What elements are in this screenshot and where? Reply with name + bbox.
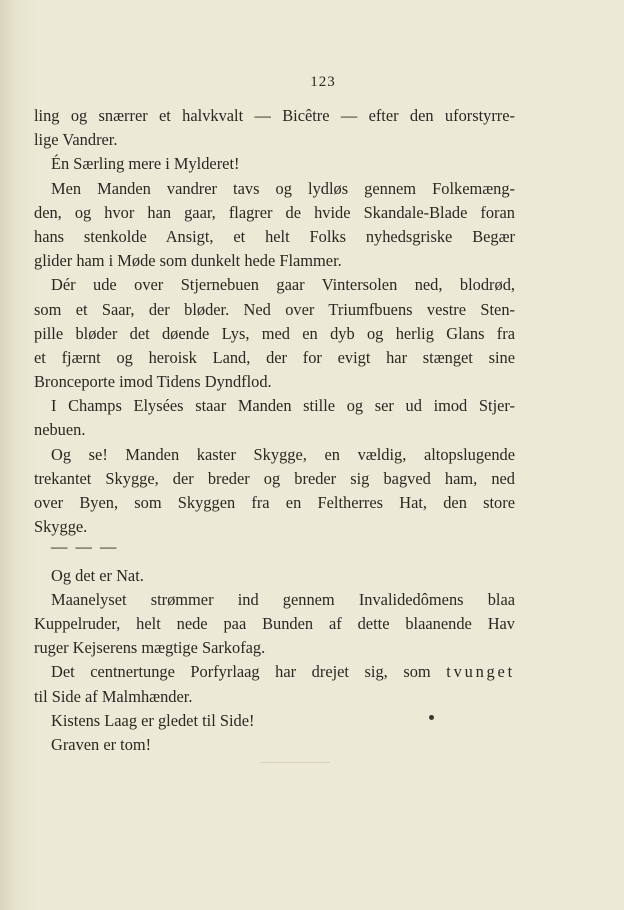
text-line: Men Manden vandrer tavs og lydløs gennem Folkemæng-	[51, 178, 515, 198]
text-fragment: Det centnertunge Porfyrlaag har drejet sig, som	[51, 662, 431, 682]
text-line: hans stenkolde Ansigt, et helt Folks nyhedsgriske Begær	[34, 226, 515, 246]
text-line: Maanelyset strømmer ind gennem Invalidedômens blaa	[51, 589, 515, 609]
text-line: Graven er tom!	[51, 734, 152, 754]
text-line: den, og hvor han gaar, flagrer de hvide Skandale-Blade foran	[34, 202, 515, 222]
text-line: Én Særling mere i Mylderet!	[51, 154, 240, 174]
page-number: 123	[310, 74, 336, 90]
section-break: — — —	[51, 537, 119, 557]
text-line: et fjærnt og heroisk Land, der for evigt har stænget sine	[34, 347, 515, 367]
text-line: som et Saar, der bløder. Ned over Triumfbuens vestre Sten-	[34, 299, 515, 319]
text-line: Skygge.	[34, 517, 88, 537]
text-line: lige Vandrer.	[34, 130, 118, 150]
text-line: I Champs Elysées staar Manden stille og ser ud imod Stjer-	[51, 396, 515, 416]
text-line	[34, 660, 515, 684]
page-text	[34, 104, 515, 757]
text-line: glider ham i Møde som dunkelt hede Flammer.	[34, 251, 342, 271]
page-smudge	[260, 762, 330, 763]
text-line: nebuen.	[34, 420, 86, 440]
spaced-word: tvunget	[446, 662, 515, 682]
text-line: til Side af Malmhænder.	[34, 686, 193, 706]
text-line: Og det er Nat.	[51, 565, 144, 585]
ink-speck	[429, 715, 434, 720]
text-line: Dér ude over Stjernebuen gaar Vintersolen ned, blodrød,	[51, 275, 515, 295]
text-line: ruger Kejserens mægtige Sarkofag.	[34, 638, 266, 658]
text-line: trekantet Skygge, der breder og breder sig bagved ham, ned	[34, 468, 515, 488]
text-line: pille bløder det døende Lys, med en dyb og herlig Glans fra	[34, 323, 515, 343]
text-line: over Byen, som Skyggen fra en Feltherres Hat, den store	[34, 493, 515, 512]
text-line: Kistens Laag er gledet til Side!	[51, 710, 255, 730]
text-line: Og se! Manden kaster Skygge, en vældig, altopslugende	[51, 444, 515, 464]
text-line: Bronceporte imod Tidens Dyndflod.	[34, 372, 272, 392]
text-line: Kuppelruder, helt nede paa Bunden af dette blaanende Hav	[34, 613, 515, 633]
text-line: ling og snærrer et halvkvalt — Bicêtre — efter den uforstyrre-	[34, 106, 515, 125]
